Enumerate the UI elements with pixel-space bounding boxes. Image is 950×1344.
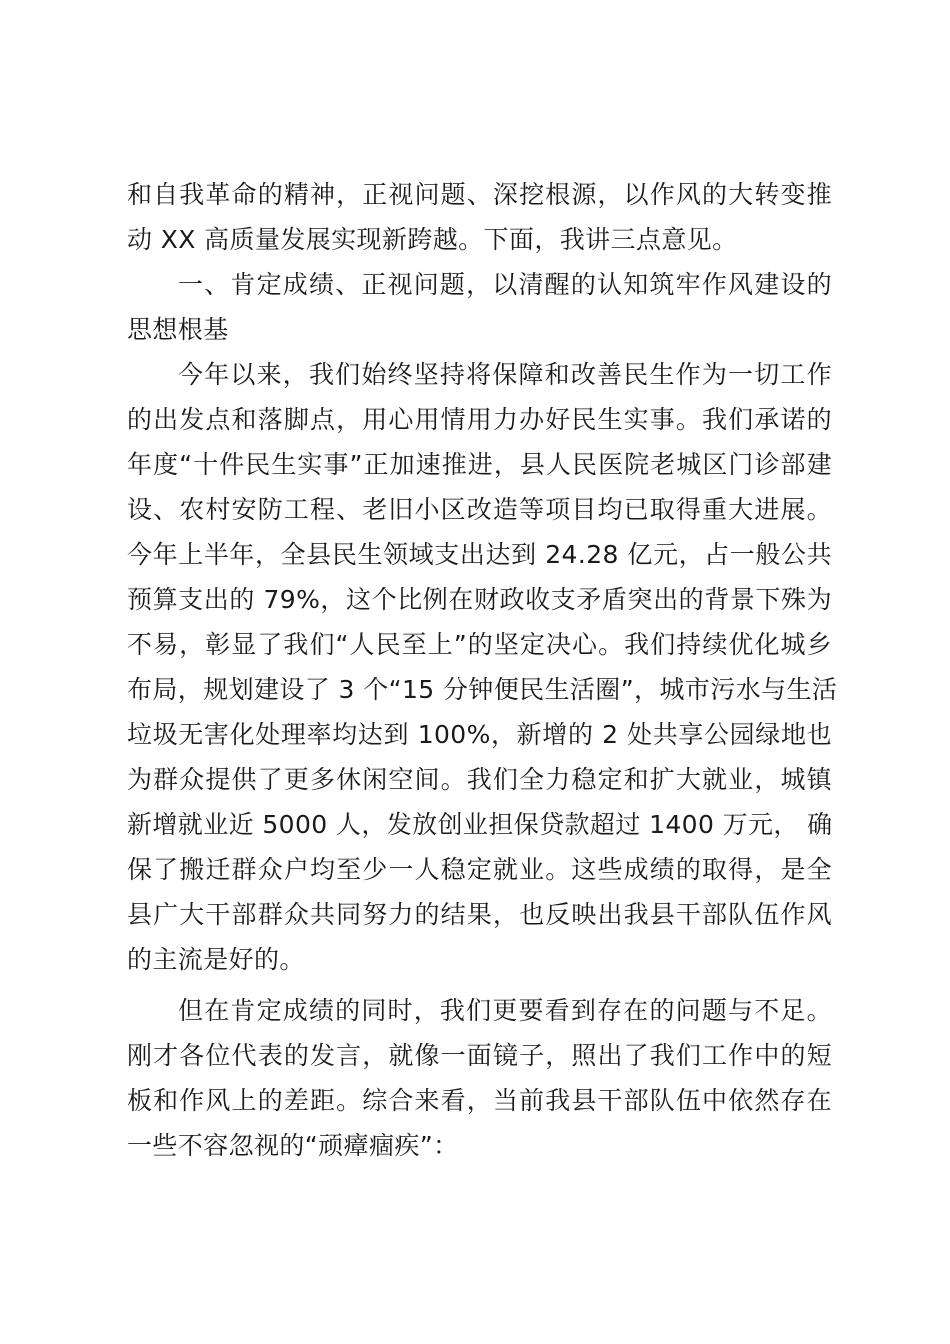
text-line: 新增就业近 5000 人，发放创业担保贷款超过 1400 万元， 确: [127, 810, 833, 839]
text-line: 县广大干部群众共同努力的结果，也反映出我县干部队伍作风: [127, 900, 832, 929]
text-line: 垃圾无害化处理率均达到 100%，新增的 2 处共享公园绿地也: [127, 720, 832, 749]
section-heading: [127, 262, 832, 352]
paragraph-problems: [127, 988, 832, 1168]
text-line: 年度“十件民生实事”正加速推进，县人民医院老城区门诊部建: [127, 450, 832, 479]
text-line: 的主流是好的。: [127, 945, 305, 974]
text-line: 动 XX 高质量发展实现新跨越。下面，我讲三点意见。: [127, 225, 738, 254]
text-line: 思想根基: [127, 315, 229, 344]
text-line: 刚才各位代表的发言，就像一面镜子，照出了我们工作中的短: [127, 1041, 832, 1070]
paragraph-intro: [127, 172, 832, 262]
text-line: 预算支出的 79%，这个比例在财政收支矛盾突出的背景下殊为: [127, 585, 832, 614]
text-line: 今年上半年，全县民生领域支出达到 24.28 亿元，占一般公共: [127, 540, 832, 569]
text-line: 布局，规划建设了 3 个“15 分钟便民生活圈”，城市污水与生活: [127, 675, 838, 704]
paragraph-achievements: [127, 352, 838, 982]
text-line: 的出发点和落脚点，用心用情用力办好民生实事。我们承诺的: [127, 405, 832, 434]
text-line: 板和作风上的差距。综合来看，当前我县干部队伍中依然存在: [127, 1086, 832, 1115]
text-line: 今年以来，我们始终坚持将保障和改善民生作为一切工作: [178, 360, 832, 389]
text-line: 为群众提供了更多休闲空间。我们全力稳定和扩大就业，城镇: [127, 765, 832, 794]
text-line: 设、农村安防工程、老旧小区改造等项目均已取得重大进展。: [127, 495, 832, 524]
text-line: 但在肯定成绩的同时，我们更要看到存在的问题与不足。: [178, 996, 832, 1025]
text-line: 不易，彰显了我们“人民至上”的坚定决心。我们持续优化城乡: [127, 630, 832, 659]
text-line: 和自我革命的精神，正视问题、深挖根源，以作风的大转变推: [127, 180, 832, 209]
document-body: [127, 172, 838, 1168]
text-line: 一些不容忽视的“顽瘴痼疾”：: [127, 1131, 459, 1160]
text-line: 一、肯定成绩、正视问题，以清醒的认知筑牢作风建设的: [178, 270, 832, 299]
text-line: 保了搬迁群众户均至少一人稳定就业。这些成绩的取得，是全: [127, 855, 832, 884]
